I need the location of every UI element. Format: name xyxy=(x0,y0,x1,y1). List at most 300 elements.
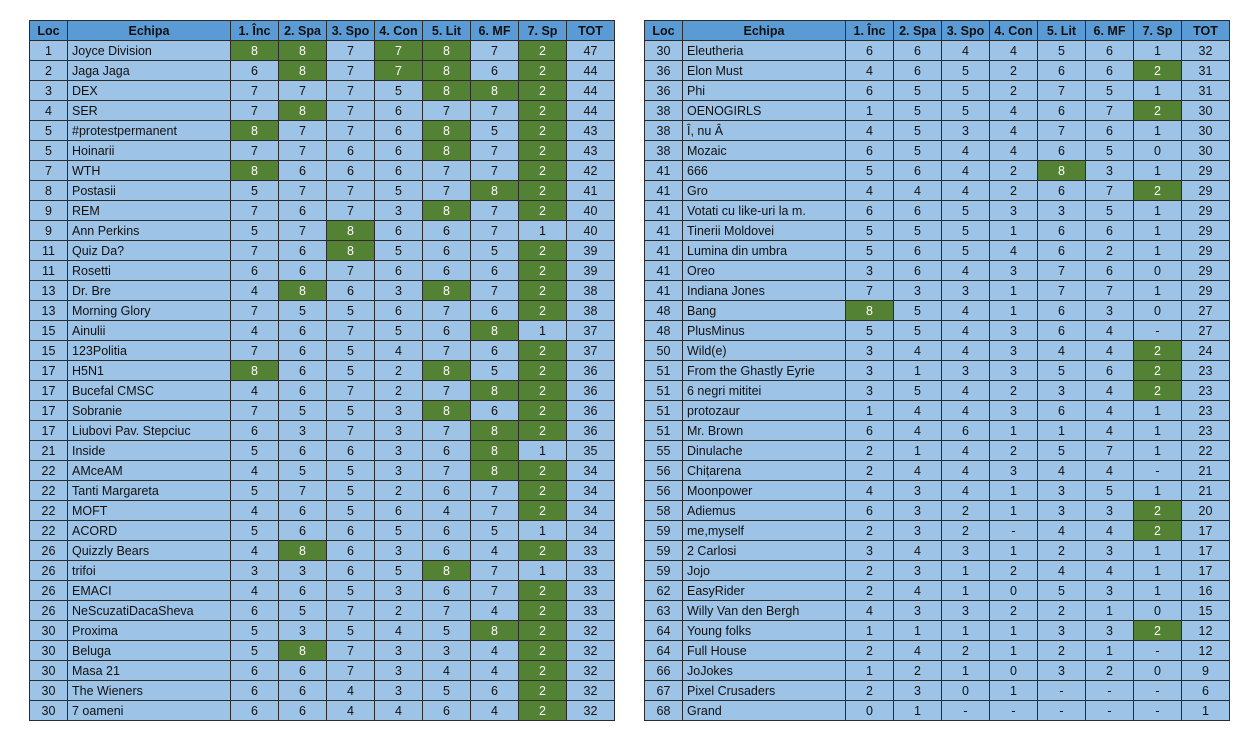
round-7-score-cell: 2 xyxy=(519,661,567,681)
total-cell: 36 xyxy=(567,381,615,401)
table-row xyxy=(645,461,1230,481)
total-cell: 6 xyxy=(1182,681,1230,701)
rank-cell: 9 xyxy=(30,221,68,241)
round-6-score-cell: 4 xyxy=(1086,401,1134,421)
round-3-score-cell: 5 xyxy=(942,101,990,121)
round-5-score-cell: 8 xyxy=(423,81,471,101)
round-2-score-cell: 5 xyxy=(279,601,327,621)
round-6-score-cell: 6 xyxy=(1086,261,1134,281)
round-1-score-cell: 4 xyxy=(846,601,894,621)
table-row xyxy=(30,501,615,521)
round-5-score-cell: 1 xyxy=(1038,421,1086,441)
round-7-score-cell: 0 xyxy=(1134,661,1182,681)
team-name-cell: Ainulii xyxy=(68,321,231,341)
round-1-score-cell: 6 xyxy=(846,141,894,161)
team-name-cell: OENOGIRLS xyxy=(683,101,846,121)
round-6-score-cell: 6 xyxy=(1086,41,1134,61)
round-2-score-cell: 3 xyxy=(279,621,327,641)
team-name-cell: Phi xyxy=(683,81,846,101)
round-1-score-cell: 6 xyxy=(846,41,894,61)
round-5-score-cell: 4 xyxy=(423,661,471,681)
total-cell: 43 xyxy=(567,141,615,161)
rank-cell: 1 xyxy=(30,41,68,61)
round-6-score-cell: 4 xyxy=(471,601,519,621)
round-1-score-cell: 1 xyxy=(846,621,894,641)
table-row xyxy=(30,621,615,641)
table-row xyxy=(30,121,615,141)
round-6-score-cell: 5 xyxy=(471,521,519,541)
round-6-score-cell: 4 xyxy=(471,661,519,681)
total-cell: 31 xyxy=(1182,81,1230,101)
round-4-score-cell: 3 xyxy=(990,201,1038,221)
round-6-score-cell: 4 xyxy=(1086,461,1134,481)
rank-cell: 59 xyxy=(645,541,683,561)
table-row xyxy=(645,301,1230,321)
table-row xyxy=(645,441,1230,461)
round-7-score-cell: 2 xyxy=(519,61,567,81)
total-cell: 21 xyxy=(1182,481,1230,501)
round-6-score-cell: 7 xyxy=(471,201,519,221)
round-7-score-cell: 2 xyxy=(519,381,567,401)
total-cell: 23 xyxy=(1182,361,1230,381)
round-5-score-cell: 6 xyxy=(1038,241,1086,261)
team-name-cell: Mr. Brown xyxy=(683,421,846,441)
round-6-score-cell: 7 xyxy=(471,581,519,601)
table-row xyxy=(645,541,1230,561)
round-2-score-cell: 6 xyxy=(279,681,327,701)
table-row xyxy=(30,361,615,381)
rank-cell: 13 xyxy=(30,281,68,301)
team-name-cell: EMACI xyxy=(68,581,231,601)
rank-cell: 67 xyxy=(645,681,683,701)
round-1-score-cell: 2 xyxy=(846,641,894,661)
round-2-score-cell: 4 xyxy=(894,541,942,561)
round-5-score-cell: 6 xyxy=(1038,141,1086,161)
round-1-score-cell: 3 xyxy=(846,541,894,561)
table-row xyxy=(30,61,615,81)
round-1-score-cell: 6 xyxy=(231,601,279,621)
round-1-score-cell: 6 xyxy=(846,201,894,221)
round-2-score-cell: 4 xyxy=(894,421,942,441)
round-1-score-cell: 8 xyxy=(846,301,894,321)
round-4-score-cell: 3 xyxy=(375,461,423,481)
total-cell: 36 xyxy=(567,361,615,381)
round-3-score-cell: 7 xyxy=(327,201,375,221)
header-round-4: 4. Con xyxy=(990,21,1038,41)
round-2-score-cell: 7 xyxy=(279,481,327,501)
rank-cell: 41 xyxy=(645,281,683,301)
table-row xyxy=(645,381,1230,401)
rank-cell: 17 xyxy=(30,421,68,441)
round-4-score-cell: 5 xyxy=(375,561,423,581)
round-5-score-cell: 8 xyxy=(423,561,471,581)
round-1-score-cell: 4 xyxy=(231,501,279,521)
round-5-score-cell: 8 xyxy=(423,401,471,421)
round-7-score-cell: 1 xyxy=(1134,281,1182,301)
round-6-score-cell: 3 xyxy=(1086,541,1134,561)
round-1-score-cell: 4 xyxy=(231,321,279,341)
round-2-score-cell: 3 xyxy=(279,561,327,581)
round-4-score-cell: 6 xyxy=(375,101,423,121)
round-2-score-cell: 6 xyxy=(279,261,327,281)
team-name-cell: Bang xyxy=(683,301,846,321)
total-cell: 31 xyxy=(1182,61,1230,81)
round-2-score-cell: 1 xyxy=(894,621,942,641)
rank-cell: 22 xyxy=(30,501,68,521)
rank-cell: 51 xyxy=(645,421,683,441)
round-2-score-cell: 5 xyxy=(279,401,327,421)
round-3-score-cell: 8 xyxy=(327,241,375,261)
table-row xyxy=(645,61,1230,81)
total-cell: 37 xyxy=(567,321,615,341)
round-7-score-cell: 2 xyxy=(519,641,567,661)
round-6-score-cell: 7 xyxy=(471,501,519,521)
round-1-score-cell: 3 xyxy=(231,561,279,581)
round-1-score-cell: 5 xyxy=(231,621,279,641)
table-row xyxy=(30,461,615,481)
round-2-score-cell: 6 xyxy=(279,321,327,341)
table-row xyxy=(645,121,1230,141)
round-2-score-cell: 1 xyxy=(894,441,942,461)
total-cell: 27 xyxy=(1182,301,1230,321)
table-row xyxy=(30,561,615,581)
total-cell: 40 xyxy=(567,221,615,241)
round-4-score-cell: 2 xyxy=(375,481,423,501)
rank-cell: 41 xyxy=(645,161,683,181)
rank-cell: 30 xyxy=(645,41,683,61)
round-5-score-cell: 2 xyxy=(1038,541,1086,561)
round-2-score-cell: 3 xyxy=(894,561,942,581)
rank-cell: 5 xyxy=(30,141,68,161)
team-name-cell: Sobranie xyxy=(68,401,231,421)
round-4-score-cell: 6 xyxy=(375,501,423,521)
rank-cell: 11 xyxy=(30,241,68,261)
round-4-score-cell: 6 xyxy=(375,221,423,241)
round-1-score-cell: 4 xyxy=(231,461,279,481)
total-cell: 9 xyxy=(1182,661,1230,681)
round-6-score-cell: 6 xyxy=(1086,221,1134,241)
round-2-score-cell: 3 xyxy=(279,421,327,441)
round-3-score-cell: 7 xyxy=(327,661,375,681)
table-row xyxy=(30,141,615,161)
round-4-score-cell: 6 xyxy=(375,261,423,281)
round-4-score-cell: 1 xyxy=(990,221,1038,241)
round-2-score-cell: 1 xyxy=(894,701,942,721)
round-6-score-cell: 3 xyxy=(1086,161,1134,181)
total-cell: 36 xyxy=(567,401,615,421)
round-6-score-cell: 7 xyxy=(1086,101,1134,121)
round-6-score-cell: 6 xyxy=(1086,361,1134,381)
round-7-score-cell: - xyxy=(1134,701,1182,721)
round-4-score-cell: 3 xyxy=(375,641,423,661)
round-5-score-cell: 5 xyxy=(423,681,471,701)
round-2-score-cell: 3 xyxy=(894,501,942,521)
round-3-score-cell: 7 xyxy=(327,181,375,201)
round-2-score-cell: 6 xyxy=(279,661,327,681)
round-2-score-cell: 3 xyxy=(894,521,942,541)
round-6-score-cell: 3 xyxy=(1086,581,1134,601)
header-team: Echipa xyxy=(683,21,846,41)
round-5-score-cell: 7 xyxy=(1038,281,1086,301)
round-5-score-cell: 2 xyxy=(1038,641,1086,661)
round-1-score-cell: 2 xyxy=(846,561,894,581)
total-cell: 34 xyxy=(567,461,615,481)
round-6-score-cell: 3 xyxy=(1086,301,1134,321)
team-name-cell: Postasii xyxy=(68,181,231,201)
total-cell: 12 xyxy=(1182,641,1230,661)
table-row xyxy=(30,161,615,181)
round-7-score-cell: 2 xyxy=(1134,61,1182,81)
round-2-score-cell: 5 xyxy=(279,461,327,481)
round-6-score-cell: 8 xyxy=(471,81,519,101)
round-1-score-cell: 4 xyxy=(231,381,279,401)
round-5-score-cell: 3 xyxy=(1038,621,1086,641)
round-5-score-cell: 7 xyxy=(423,341,471,361)
team-name-cell: REM xyxy=(68,201,231,221)
rank-cell: 41 xyxy=(645,181,683,201)
round-5-score-cell: 6 xyxy=(423,521,471,541)
team-name-cell: JoJokes xyxy=(683,661,846,681)
header-round-1: 1. Înc xyxy=(231,21,279,41)
round-1-score-cell: 4 xyxy=(231,581,279,601)
total-cell: 29 xyxy=(1182,181,1230,201)
round-4-score-cell: 1 xyxy=(990,301,1038,321)
rank-cell: 41 xyxy=(645,241,683,261)
round-3-score-cell: 5 xyxy=(942,61,990,81)
round-1-score-cell: 7 xyxy=(231,241,279,261)
total-cell: 32 xyxy=(567,621,615,641)
table-row xyxy=(645,641,1230,661)
table-row xyxy=(645,261,1230,281)
round-4-score-cell: 3 xyxy=(375,581,423,601)
round-3-score-cell: 7 xyxy=(327,81,375,101)
table-row xyxy=(30,221,615,241)
rank-cell: 9 xyxy=(30,201,68,221)
team-name-cell: Lumina din umbra xyxy=(683,241,846,261)
round-1-score-cell: 6 xyxy=(846,421,894,441)
rank-cell: 68 xyxy=(645,701,683,721)
total-cell: 24 xyxy=(1182,341,1230,361)
round-5-score-cell: 7 xyxy=(423,101,471,121)
round-1-score-cell: 5 xyxy=(846,241,894,261)
team-name-cell: #protestpermanent xyxy=(68,121,231,141)
table-row xyxy=(30,641,615,661)
round-4-score-cell: 3 xyxy=(990,321,1038,341)
round-6-score-cell: 1 xyxy=(1086,641,1134,661)
round-1-score-cell: 2 xyxy=(846,681,894,701)
round-7-score-cell: 1 xyxy=(1134,481,1182,501)
round-2-score-cell: 6 xyxy=(279,701,327,721)
total-cell: 30 xyxy=(1182,141,1230,161)
round-4-score-cell: 6 xyxy=(375,161,423,181)
round-6-score-cell: 6 xyxy=(471,341,519,361)
round-2-score-cell: 5 xyxy=(894,301,942,321)
total-cell: 29 xyxy=(1182,281,1230,301)
round-5-score-cell: 6 xyxy=(423,541,471,561)
round-1-score-cell: 3 xyxy=(846,381,894,401)
round-3-score-cell: 5 xyxy=(327,481,375,501)
round-5-score-cell: 8 xyxy=(423,41,471,61)
rank-cell: 15 xyxy=(30,321,68,341)
header-loc: Loc xyxy=(30,21,68,41)
total-cell: 37 xyxy=(567,341,615,361)
round-6-score-cell: 7 xyxy=(471,101,519,121)
round-5-score-cell: 4 xyxy=(1038,521,1086,541)
round-6-score-cell: 6 xyxy=(1086,61,1134,81)
round-7-score-cell: 2 xyxy=(519,701,567,721)
round-6-score-cell: 5 xyxy=(1086,81,1134,101)
round-5-score-cell: 6 xyxy=(1038,101,1086,121)
round-6-score-cell: 8 xyxy=(471,181,519,201)
round-5-score-cell: 3 xyxy=(1038,381,1086,401)
table-row xyxy=(645,361,1230,381)
round-4-score-cell: 5 xyxy=(375,81,423,101)
round-2-score-cell: 6 xyxy=(279,501,327,521)
round-3-score-cell: 7 xyxy=(327,101,375,121)
round-2-score-cell: 1 xyxy=(894,361,942,381)
round-6-score-cell: 4 xyxy=(471,701,519,721)
round-4-score-cell: 4 xyxy=(990,101,1038,121)
round-1-score-cell: 5 xyxy=(846,161,894,181)
round-7-score-cell: 2 xyxy=(519,541,567,561)
round-6-score-cell: 2 xyxy=(1086,241,1134,261)
team-name-cell: Grand xyxy=(683,701,846,721)
round-5-score-cell: 6 xyxy=(1038,221,1086,241)
round-5-score-cell: 3 xyxy=(1038,661,1086,681)
round-7-score-cell: 1 xyxy=(1134,41,1182,61)
rank-cell: 30 xyxy=(30,681,68,701)
round-7-score-cell: - xyxy=(1134,461,1182,481)
table-row xyxy=(30,381,615,401)
round-2-score-cell: 6 xyxy=(279,381,327,401)
round-1-score-cell: 7 xyxy=(231,401,279,421)
round-1-score-cell: 7 xyxy=(231,301,279,321)
table-row xyxy=(645,681,1230,701)
round-6-score-cell: 1 xyxy=(1086,601,1134,621)
total-cell: 33 xyxy=(567,561,615,581)
round-6-score-cell: 7 xyxy=(471,221,519,241)
round-1-score-cell: 4 xyxy=(846,61,894,81)
round-4-score-cell: 2 xyxy=(375,601,423,621)
rank-cell: 56 xyxy=(645,481,683,501)
round-7-score-cell: 2 xyxy=(519,101,567,121)
round-3-score-cell: 4 xyxy=(942,301,990,321)
rank-cell: 51 xyxy=(645,361,683,381)
rank-cell: 17 xyxy=(30,381,68,401)
round-3-score-cell: 7 xyxy=(327,41,375,61)
rank-cell: 51 xyxy=(645,381,683,401)
header-row xyxy=(645,21,1230,41)
round-5-score-cell: 3 xyxy=(1038,501,1086,521)
header-round-4: 4. Con xyxy=(375,21,423,41)
header-loc: Loc xyxy=(645,21,683,41)
round-4-score-cell: 2 xyxy=(990,181,1038,201)
rank-cell: 7 xyxy=(30,161,68,181)
round-3-score-cell: 6 xyxy=(327,141,375,161)
round-6-score-cell: 7 xyxy=(471,141,519,161)
round-7-score-cell: 2 xyxy=(519,341,567,361)
round-3-score-cell: 3 xyxy=(942,541,990,561)
round-5-score-cell: 6 xyxy=(1038,321,1086,341)
round-1-score-cell: 6 xyxy=(231,61,279,81)
table-row xyxy=(645,501,1230,521)
team-name-cell: Quizzly Bears xyxy=(68,541,231,561)
table-row xyxy=(30,541,615,561)
round-4-score-cell: 7 xyxy=(375,61,423,81)
round-3-score-cell: - xyxy=(942,701,990,721)
round-1-score-cell: 7 xyxy=(231,341,279,361)
table-row xyxy=(30,341,615,361)
team-name-cell: Eleutheria xyxy=(683,41,846,61)
total-cell: 30 xyxy=(1182,101,1230,121)
table-row xyxy=(30,661,615,681)
header-round-5: 5. Lit xyxy=(423,21,471,41)
total-cell: 29 xyxy=(1182,261,1230,281)
total-cell: 38 xyxy=(567,281,615,301)
team-name-cell: Î, nu Â xyxy=(683,121,846,141)
round-3-score-cell: 4 xyxy=(942,141,990,161)
table-row xyxy=(645,201,1230,221)
total-cell: 15 xyxy=(1182,601,1230,621)
round-6-score-cell: 8 xyxy=(471,621,519,641)
round-6-score-cell: 4 xyxy=(1086,341,1134,361)
table-row xyxy=(30,41,615,61)
table-row xyxy=(30,701,615,721)
round-3-score-cell: 5 xyxy=(327,361,375,381)
round-1-score-cell: 5 xyxy=(231,181,279,201)
round-7-score-cell: 1 xyxy=(1134,161,1182,181)
round-7-score-cell: 2 xyxy=(519,121,567,141)
round-6-score-cell: 2 xyxy=(1086,661,1134,681)
team-name-cell: Joyce Division xyxy=(68,41,231,61)
header-round-6: 6. MF xyxy=(471,21,519,41)
total-cell: 23 xyxy=(1182,381,1230,401)
round-3-score-cell: 2 xyxy=(942,641,990,661)
header-round-6: 6. MF xyxy=(1086,21,1134,41)
round-5-score-cell: 5 xyxy=(1038,441,1086,461)
round-7-score-cell: - xyxy=(1134,321,1182,341)
round-7-score-cell: 2 xyxy=(519,281,567,301)
team-name-cell: Jojo xyxy=(683,561,846,581)
round-5-score-cell: 6 xyxy=(1038,61,1086,81)
round-2-score-cell: 5 xyxy=(894,141,942,161)
round-2-score-cell: 7 xyxy=(279,141,327,161)
round-5-score-cell: 6 xyxy=(423,241,471,261)
total-cell: 17 xyxy=(1182,561,1230,581)
total-cell: 20 xyxy=(1182,501,1230,521)
round-1-score-cell: 5 xyxy=(846,221,894,241)
round-6-score-cell: 7 xyxy=(471,41,519,61)
team-name-cell: Pixel Crusaders xyxy=(683,681,846,701)
team-name-cell: Mozaic xyxy=(683,141,846,161)
table-row xyxy=(645,81,1230,101)
round-1-score-cell: 1 xyxy=(846,661,894,681)
rank-cell: 11 xyxy=(30,261,68,281)
total-cell: 34 xyxy=(567,521,615,541)
header-round-3: 3. Spo xyxy=(942,21,990,41)
round-5-score-cell: 7 xyxy=(423,381,471,401)
round-7-score-cell: 2 xyxy=(1134,501,1182,521)
team-name-cell: Full House xyxy=(683,641,846,661)
round-4-score-cell: 2 xyxy=(375,381,423,401)
header-round-5: 5. Lit xyxy=(1038,21,1086,41)
round-5-score-cell: 5 xyxy=(1038,41,1086,61)
team-name-cell: Tinerii Moldovei xyxy=(683,221,846,241)
rank-cell: 38 xyxy=(645,121,683,141)
team-name-cell: 123Politia xyxy=(68,341,231,361)
round-6-score-cell: - xyxy=(1086,681,1134,701)
round-4-score-cell: 4 xyxy=(990,141,1038,161)
